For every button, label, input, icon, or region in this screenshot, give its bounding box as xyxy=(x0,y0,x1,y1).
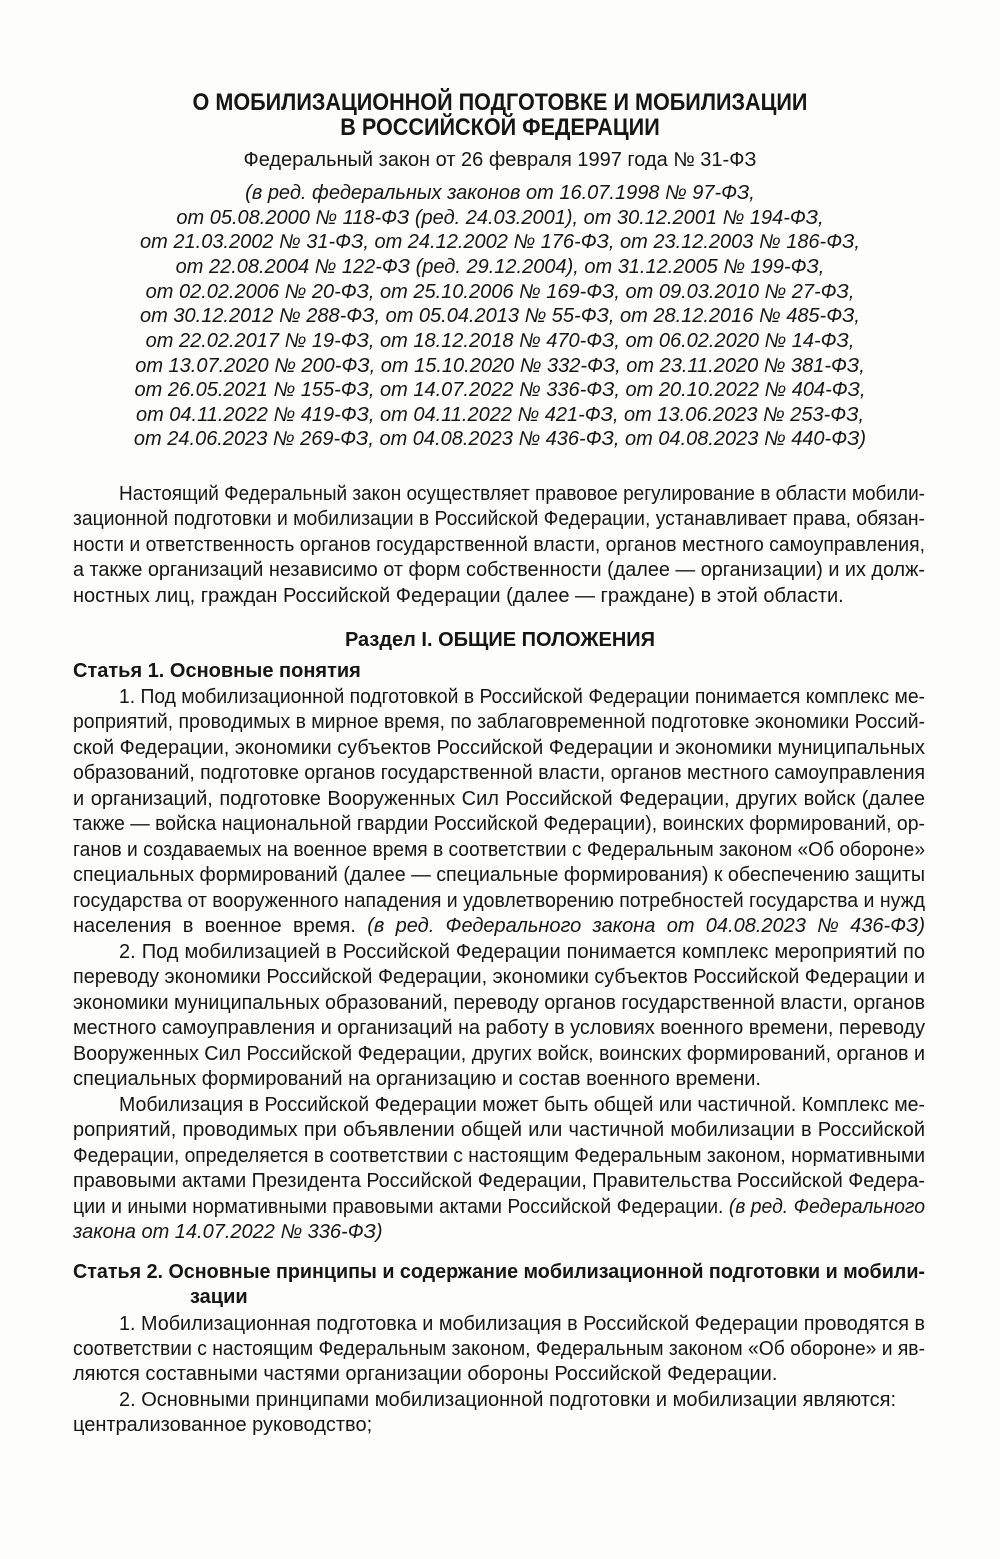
amendment-line: от 24.06.2023 № 269-ФЗ, от 04.08.2023 № 436-ФЗ, от 04.08.2023 № 440-ФЗ) xyxy=(133,428,867,450)
document-title-line: В РОССИЙСКОЙ ФЕДЕРАЦИИ xyxy=(340,114,660,141)
amendment-line: от 05.08.2000 № 118-ФЗ (ред. 24.03.2001), от 30.12.2001 № 194-ФЗ, xyxy=(176,207,824,229)
amendment-line: от 13.07.2020 № 200-ФЗ, от 15.10.2020 № 332-ФЗ, от 23.11.2020 № 381-ФЗ, xyxy=(135,355,865,377)
amendment-line: от 21.03.2002 № 31-ФЗ, от 24.12.2002 № 176-ФЗ, от 23.12.2003 № 186-ФЗ, xyxy=(140,231,860,253)
paragraph-line: роприятий, проводимых в мирное время, по заблаговременной подготовке экономики Россий- xyxy=(73,711,925,733)
paragraph-line: и организаций, подготовке Вооруженных Сил Российской Федерации, других войск (далее xyxy=(73,788,925,810)
paragraph-line: соответствии с настоящим Федеральным законом, Федеральным законом «Об обороне» и яв- xyxy=(73,1338,925,1360)
preamble-line: а также организаций независимо от форм собственности (далее — организации) и их долж- xyxy=(73,559,925,581)
article-heading: Статья 2. Основные принципы и содержание мобилизационной подготовки и мобили- xyxy=(73,1261,925,1283)
amendment-line: от 04.11.2022 № 419-ФЗ, от 04.11.2022 № 421-ФЗ, от 13.06.2023 № 253-ФЗ, xyxy=(135,404,865,426)
amendment-line: от 22.02.2017 № 19-ФЗ, от 18.12.2018 № 470-ФЗ, от 06.02.2020 № 14-ФЗ, xyxy=(145,330,855,352)
paragraph-text: ции и иными нормативными правовыми актами Российской Федерации. xyxy=(73,1196,724,1218)
paragraph-line: 2. Под мобилизацией в Российской Федерации понимается комплекс мероприятий по xyxy=(119,941,925,963)
preamble-line: зационной подготовки и мобилизации в Российской Федерации, устанавливает права, обязан- xyxy=(73,508,925,530)
amendment-line: от 22.08.2004 № 122-ФЗ (ред. 29.12.2004), от 31.12.2005 № 199-ФЗ, xyxy=(175,256,825,278)
paragraph-line: 1. Мобилизационная подготовка и мобилизация в Российской Федерации проводятся в xyxy=(119,1313,925,1335)
amendment-line: от 30.12.2012 № 288-ФЗ, от 05.04.2013 № 55-ФЗ, от 28.12.2016 № 485-ФЗ, xyxy=(140,305,860,327)
amendment-note: закона от 14.07.2022 № 336-ФЗ) xyxy=(73,1221,383,1243)
law-reference: Федеральный закон от 26 февраля 1997 года № 31-ФЗ xyxy=(243,149,757,171)
article-heading: Статья 1. Основные понятия xyxy=(73,660,361,682)
paragraph-line: местного самоуправления и организаций на работу в условиях военного времени, переводу xyxy=(73,1017,925,1039)
paragraph-line xyxy=(73,1194,925,1220)
paragraph-line: роприятий, проводимых при объявлении общей или частичной мобилизации в Российской xyxy=(73,1119,925,1141)
paragraph-line: переводу экономики Российской Федерации, экономики субъектов Российской Федерации и xyxy=(73,966,925,988)
amendment-line: (в ред. федеральных законов от 16.07.1998 № 97-ФЗ, xyxy=(245,182,755,204)
amendment-note: (в ред. Федерального закона от 04.08.2023 № 436-ФЗ) xyxy=(367,915,925,937)
paragraph-line xyxy=(73,913,925,939)
amendment-note: (в ред. Федерального xyxy=(728,1196,925,1218)
paragraph-line: Вооруженных Сил Российской Федерации, других войск, воинских формирований, органов и xyxy=(73,1043,925,1065)
list-item: централизованное руководство; xyxy=(73,1414,373,1436)
paragraph-line: ляются составными частями организации обороны Российской Федерации. xyxy=(73,1363,778,1385)
paragraph-text: населения в военное время. xyxy=(73,915,356,937)
document-title-line: О МОБИЛИЗАЦИОННОЙ ПОДГОТОВКЕ И МОБИЛИЗАЦИИ xyxy=(192,89,808,116)
paragraph-line: специальных формирований (далее — специальные формирования) к обеспечению защиты xyxy=(73,864,925,886)
amendment-line: от 02.02.2006 № 20-ФЗ, от 25.10.2006 № 169-ФЗ, от 09.03.2010 № 27-ФЗ, xyxy=(145,281,855,303)
preamble-line: ности и ответственность органов государственной власти, органов местного самоуправления, xyxy=(73,534,925,556)
paragraph-line: специальных формирований на организацию и состав военного времени. xyxy=(73,1068,761,1090)
article-heading: зации xyxy=(190,1286,248,1308)
paragraph-line: образований, подготовке органов государственной власти, органов местного самоуправления xyxy=(73,762,925,784)
paragraph-line: ской Федерации, экономики субъектов Российской Федерации и экономики муниципальных xyxy=(73,737,925,759)
paragraph-line: Федерации, определяется в соответствии с настоящим Федеральным законом, нормативными xyxy=(73,1145,925,1167)
paragraph-line: Мобилизация в Российской Федерации может быть общей или частичной. Комплекс ме- xyxy=(119,1094,925,1116)
paragraph-line: государства от вооруженного нападения и удовлетворению потребностей государства и нужд xyxy=(73,890,925,912)
paragraph-line: ганов и создаваемых на военное время в соответствии с Федеральным законом «Об обороне» xyxy=(73,839,925,861)
paragraph-line: 1. Под мобилизационной подготовкой в Российской Федерации понимается комплекс ме- xyxy=(119,686,925,708)
paragraph-line: правовыми актами Президента Российской Федерации, Правительства Российской Федера- xyxy=(73,1170,925,1192)
amendment-line: от 26.05.2021 № 155-ФЗ, от 14.07.2022 № 336-ФЗ, от 20.10.2022 № 404-ФЗ, xyxy=(134,379,866,401)
paragraph-line: также — войска национальной гвардии Российской Федерации), воинских формирований, ор- xyxy=(73,813,925,835)
paragraph-line: 2. Основными принципами мобилизационной подготовки и мобилизации являются: xyxy=(119,1389,897,1411)
paragraph-line: экономики муниципальных образований, переводу органов государственной власти, органов xyxy=(73,992,925,1014)
preamble-line: Настоящий Федеральный закон осуществляет правовое регулирование в области мобили- xyxy=(119,483,925,505)
preamble-line: ностных лиц, граждан Российской Федерации (далее — граждане) в этой области. xyxy=(73,585,844,607)
section-heading: Раздел I. ОБЩИЕ ПОЛОЖЕНИЯ xyxy=(344,629,656,651)
